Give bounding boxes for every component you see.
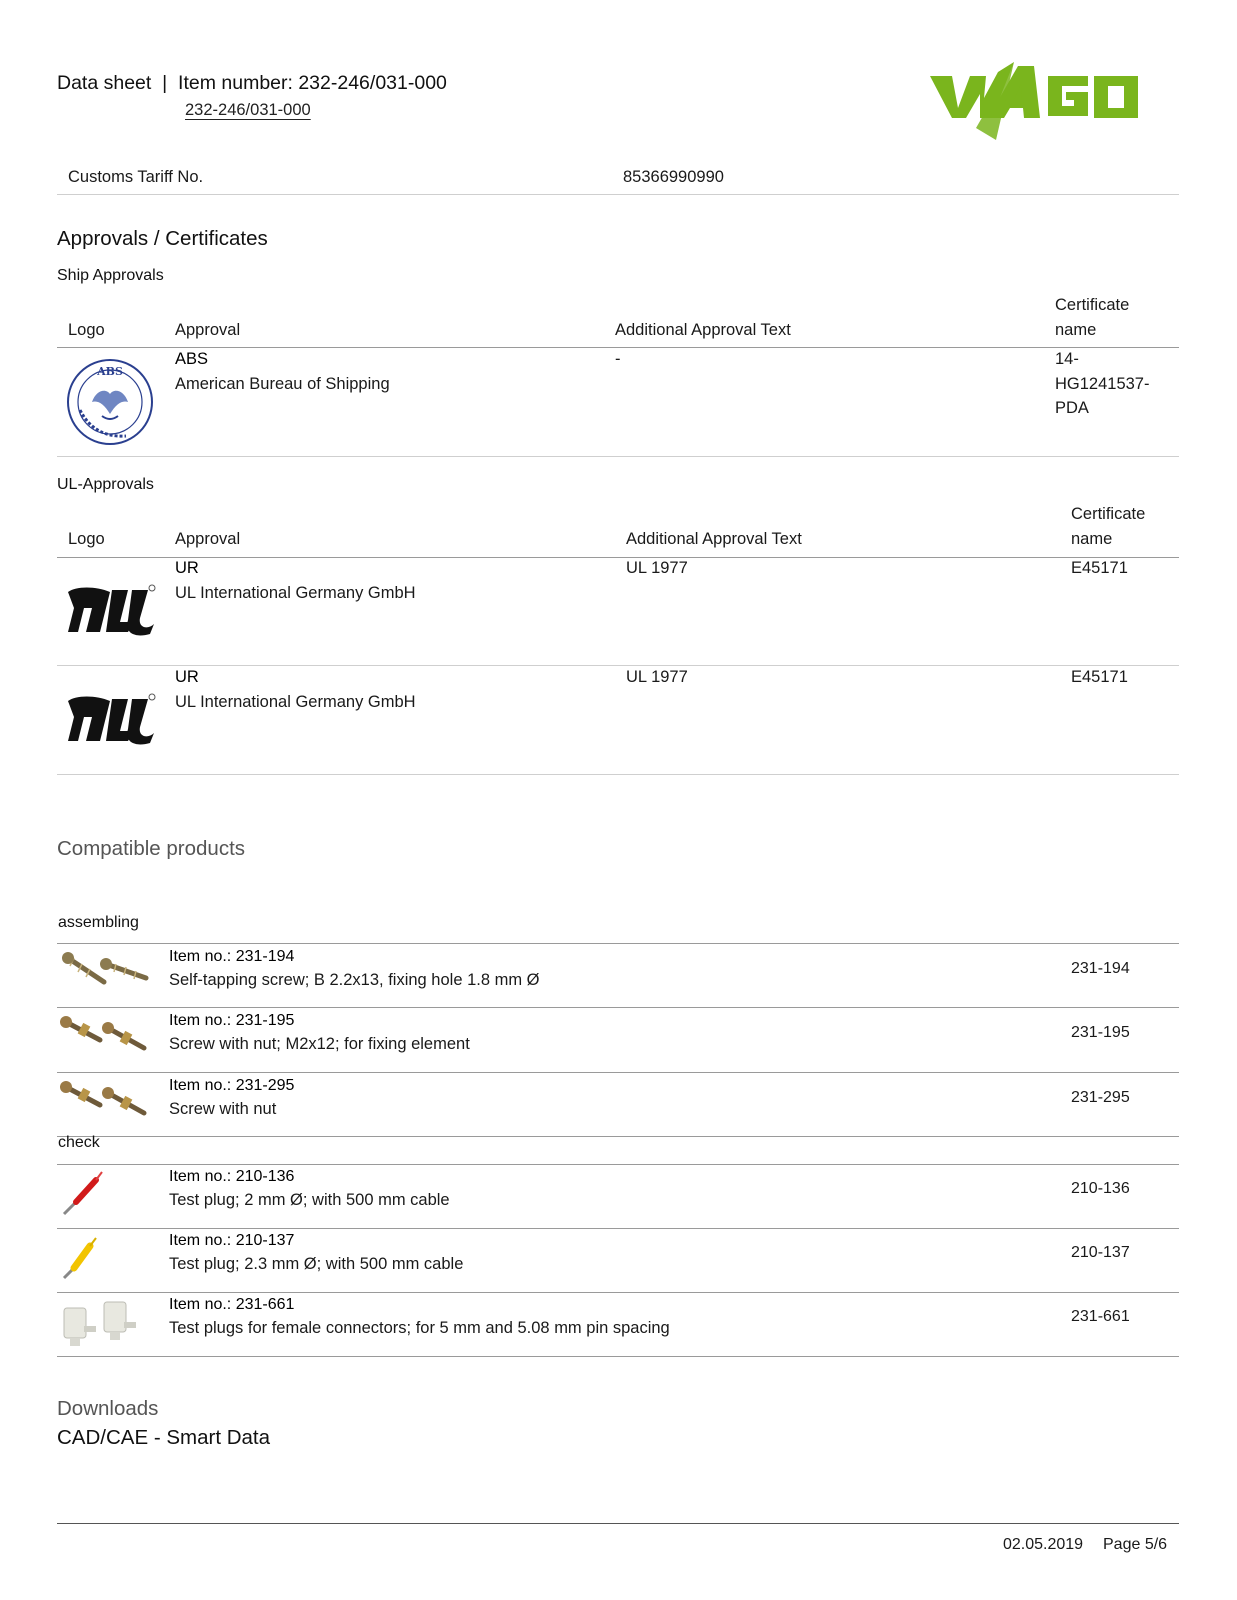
additional-text: UL 1977: [626, 668, 688, 686]
col-approval: Approval: [175, 530, 241, 548]
divider: [57, 665, 1179, 666]
red-test-plug-icon: [60, 1170, 152, 1226]
table-header-divider: [57, 557, 1179, 558]
footer-date: 02.05.2019: [1003, 1536, 1084, 1553]
yellow-test-plug-icon: [60, 1234, 152, 1290]
col-additional: Additional Approval Text: [615, 321, 791, 339]
certificate-name: HG1241537-: [1055, 375, 1150, 393]
ship-approvals-heading: Ship Approvals: [57, 267, 164, 284]
compatible-products-heading: Compatible products: [57, 837, 246, 860]
divider: [57, 943, 1179, 944]
col-certificate-name: name: [1055, 321, 1097, 339]
col-approval: Approval: [175, 321, 241, 339]
col-certificate: Certificate: [1055, 296, 1130, 314]
product-description: Test plug; 2.3 mm Ø; with 500 mm cable: [169, 1255, 464, 1273]
footer-page: Page 5/6: [1103, 1536, 1168, 1553]
product-description: Screw with nut: [169, 1100, 277, 1118]
divider: [57, 1164, 1179, 1165]
product-code: 210-137: [1071, 1244, 1130, 1261]
item-number-link[interactable]: 232-246/031-000: [185, 101, 311, 119]
ul-approvals-heading: UL-Approvals: [57, 476, 154, 493]
divider: [57, 456, 1179, 457]
cad-cae-smart-data-link[interactable]: CAD/CAE - Smart Data: [57, 1426, 271, 1449]
approval-name: ABS: [175, 350, 209, 368]
approval-name: UR: [175, 559, 199, 577]
divider: [57, 1356, 1179, 1357]
additional-text: -: [615, 350, 621, 368]
self-tapping-screws-icon: [60, 948, 152, 1004]
col-certificate-name: name: [1071, 530, 1113, 548]
product-title[interactable]: Item no.: 210-137: [169, 1232, 295, 1249]
certificate-name: E45171: [1071, 668, 1128, 686]
group-assembling: assembling: [58, 914, 139, 931]
product-code: 231-295: [1071, 1089, 1130, 1106]
female-connector-test-plugs-icon: [60, 1298, 152, 1354]
abs-type-approved-seal-icon: [66, 358, 154, 446]
product-description: Self-tapping screw; B 2.2x13, fixing hole 1.8 mm Ø: [169, 971, 540, 989]
approval-org: American Bureau of Shipping: [175, 375, 390, 393]
product-description: Screw with nut; M2x12; for fixing element: [169, 1035, 470, 1053]
col-certificate: Certificate: [1071, 505, 1146, 523]
downloads-heading: Downloads: [57, 1397, 159, 1420]
screw-with-nut-icon: [60, 1077, 152, 1133]
product-title[interactable]: Item no.: 231-194: [169, 948, 295, 965]
svg-text:ABS: ABS: [97, 365, 123, 378]
approvals-heading: Approvals / Certificates: [57, 227, 268, 250]
certificate-name: PDA: [1055, 399, 1089, 417]
divider: [57, 1292, 1179, 1293]
divider: [57, 1072, 1179, 1073]
col-additional: Additional Approval Text: [626, 530, 802, 548]
additional-text: UL 1977: [626, 559, 688, 577]
approval-name: UR: [175, 668, 199, 686]
group-check: check: [58, 1134, 100, 1151]
col-logo: Logo: [68, 321, 105, 339]
col-logo: Logo: [68, 530, 105, 548]
customs-value: 85366990990: [623, 168, 724, 186]
divider: [57, 774, 1179, 775]
product-code: 210-136: [1071, 1180, 1130, 1197]
certificate-name: E45171: [1071, 559, 1128, 577]
product-code: 231-661: [1071, 1308, 1130, 1325]
divider: [57, 1007, 1179, 1008]
screw-with-nut-icon: [60, 1012, 152, 1068]
divider: [57, 194, 1179, 195]
product-title[interactable]: Item no.: 231-661: [169, 1296, 295, 1313]
ul-recognized-mark-icon: [66, 584, 158, 640]
product-code: 231-195: [1071, 1024, 1130, 1041]
wago-logo: [922, 58, 1178, 144]
product-description: Test plug; 2 mm Ø; with 500 mm cable: [169, 1191, 450, 1209]
product-title[interactable]: Item no.: 231-195: [169, 1012, 295, 1029]
product-description: Test plugs for female connectors; for 5 mm and 5.08 mm pin spacing: [169, 1319, 670, 1337]
product-title[interactable]: Item no.: 210-136: [169, 1168, 295, 1185]
divider: [57, 1228, 1179, 1229]
footer-divider: [57, 1523, 1179, 1524]
document-title: Data sheet | Item number: 232-246/031-000: [57, 72, 447, 94]
certificate-name: 14-: [1055, 350, 1079, 368]
customs-label: Customs Tariff No.: [68, 168, 204, 186]
divider: [57, 1136, 1179, 1137]
ul-recognized-mark-icon: [66, 693, 158, 749]
product-title[interactable]: Item no.: 231-295: [169, 1077, 295, 1094]
approval-org: UL International Germany GmbH: [175, 584, 416, 602]
table-header-divider: [57, 347, 1179, 348]
product-code: 231-194: [1071, 960, 1130, 977]
approval-org: UL International Germany GmbH: [175, 693, 416, 711]
